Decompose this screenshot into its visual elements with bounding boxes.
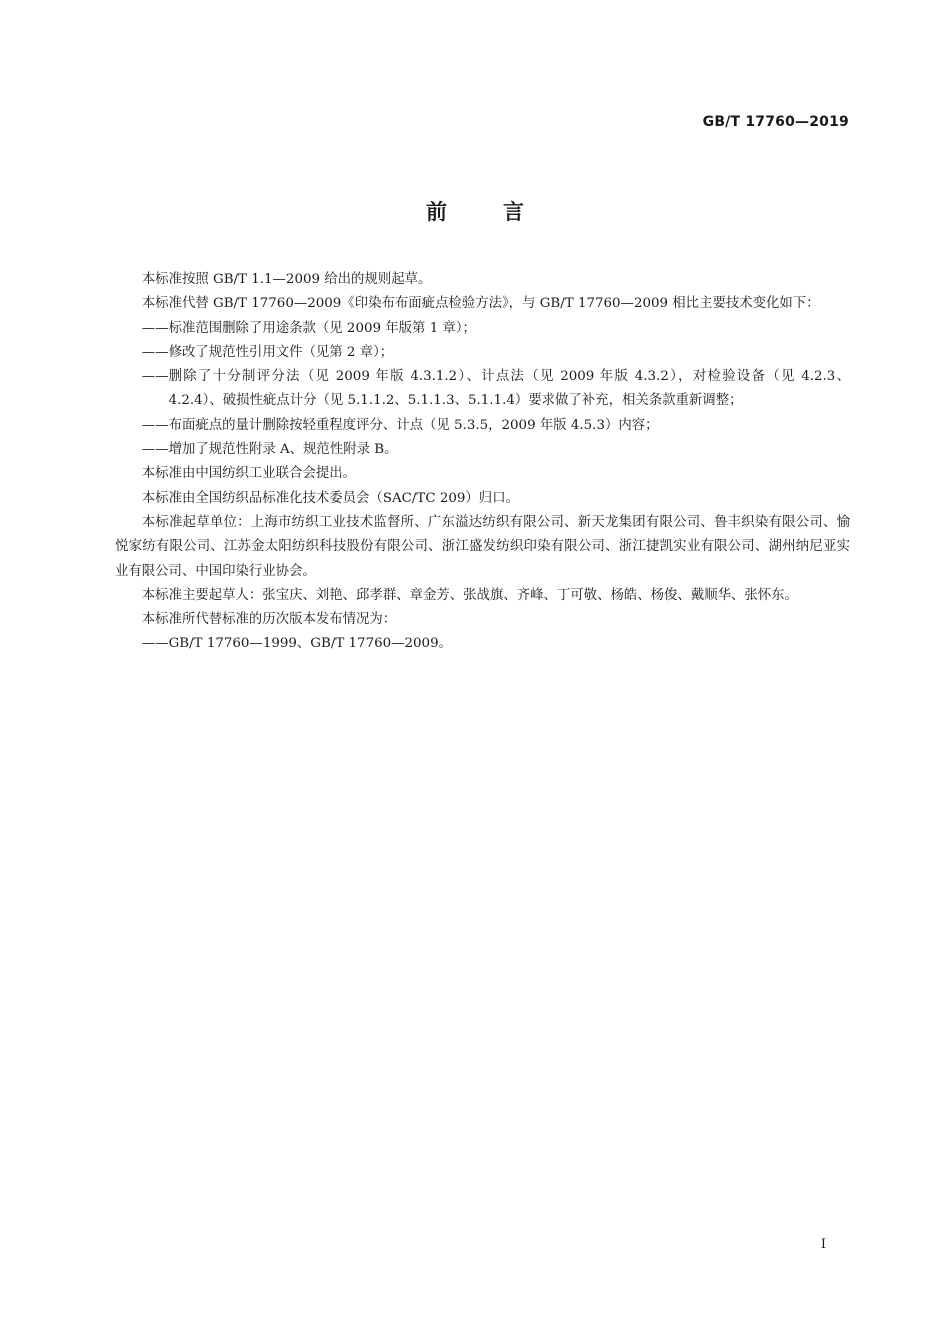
list-item-references [115,341,850,365]
list-item-previous-editions [115,632,850,656]
list-dash: —— [141,369,169,385]
page-title: 前言 [426,200,580,224]
list-item-annexes [115,438,850,462]
list-dash: —— [141,417,169,433]
paragraph-history: 本标准所代替标准的历次版本发布情况为： [141,612,397,628]
foreword-body [115,268,850,657]
paragraph-drafting-units: 本标准起草单位：上海市纺织工业技术监督所、广东溢达纺织有限公司、新天龙集团有限公司、鲁丰织染有限公司、愉悦家纺有限公司、江苏金太阳纺织科技股份有限公司、浙江盛发纺织印染有限公司、浙江捷凯实业有限公司、湖州纳尼亚实业有限公司、中国印染行业协会。 [115,514,850,579]
paragraph-drafting-rules: 本标准按照 GB/T 1.1—2009 给出的规则起草。 [141,272,432,287]
list-item-text: 布面疵点的量计删除按轻重程度评分、计点（见 5.3.5，2009 年版 4.5.3）内容； [168,417,659,433]
paragraph-proposed-by: 本标准由中国纺织工业联合会提出。 [141,466,357,482]
list-dash: —— [141,320,169,336]
standard-code: GB/T 17760—2019 [702,114,849,130]
list-item-scope [115,317,850,341]
list-item-text: GB/T 17760—1999、GB/T 17760—2009。 [168,636,452,652]
list-item-text: 删除了十分制评分法（见 2009 年版 4.3.1.2）、计点法（见 2009 年版 4.3.2），对检验设备（见 4.2.3、4.2.4）、破损性疵点计分（见 5.1.1.2、5.1.1.3、5.1.1.4）要求做了补充，相关条款重新调整； [168,369,850,409]
list-dash: —— [141,344,169,360]
paragraph-drafters: 本标准主要起草人：张宝庆、刘艳、邱孝群、章金芳、张战旗、齐峰、丁可敬、杨皓、杨俊、戴顺华、张怀东。 [141,587,798,603]
paragraph-under-jurisdiction: 本标准由全国纺织品标准化技术委员会（SAC/TC 209）归口。 [141,490,519,506]
list-item-text: 修改了规范性引用文件（见第 2 章）； [168,344,394,360]
list-item-text: 增加了规范性附录 A、规范性附录 B。 [168,442,398,458]
list-dash: —— [141,636,169,652]
list-dash: —— [141,442,169,458]
paragraph-replacement: 本标准代替 GB/T 17760—2009《印染布布面疵点检验方法》，与 GB/T 17760—2009 相比主要技术变化如下： [141,296,820,312]
list-item-scoring [115,365,850,414]
page-number: I [820,1237,826,1252]
list-item-text: 标准范围删除了用途条款（见 2009 年版第 1 章）； [168,320,476,336]
list-item-measurement [115,414,850,438]
